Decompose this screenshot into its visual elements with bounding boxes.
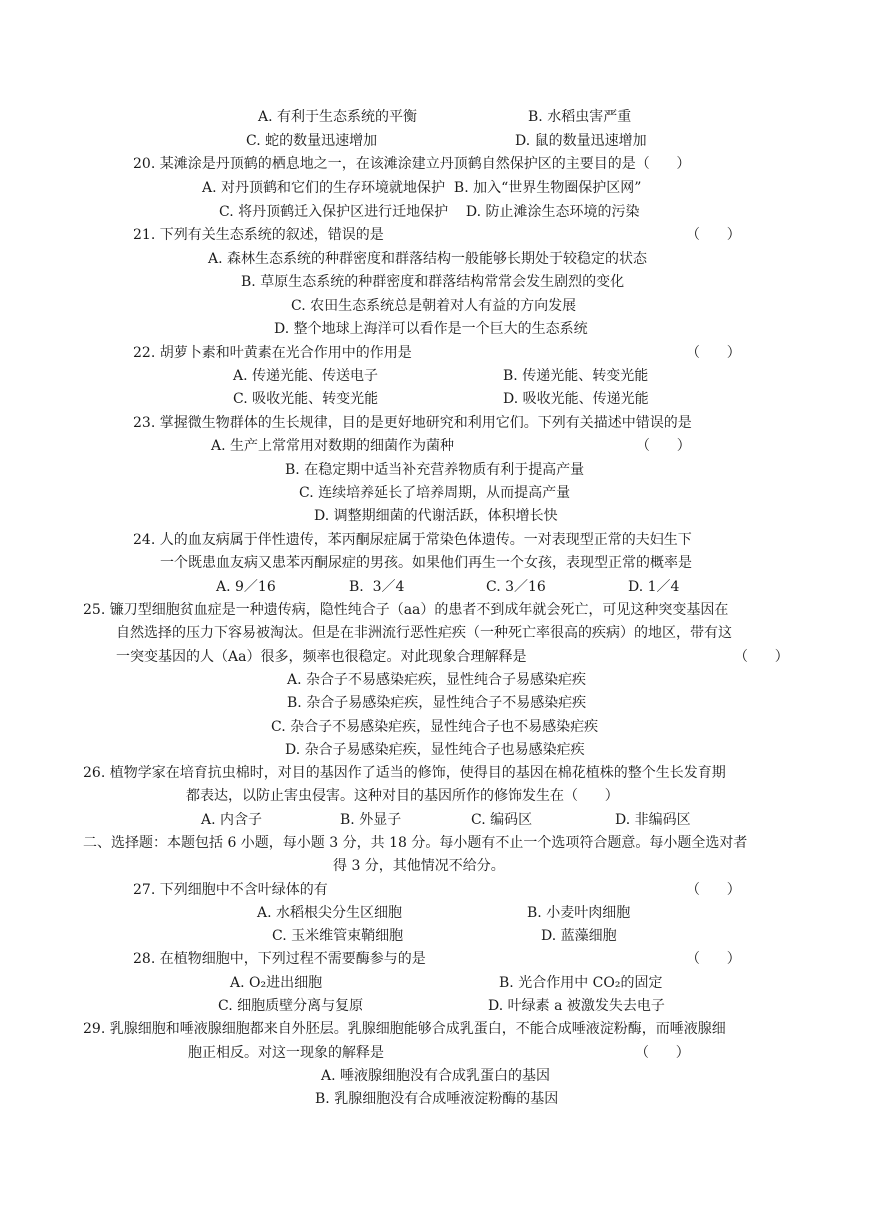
q23-stem: 23. 掌握微生物群体的生长规律，目的是更好地研究和利用它们。下列有关描述中错误的是 xyxy=(133,415,692,431)
q23-option-b: B. 在稳定期中适当补充营养物质有利于提高产量 xyxy=(285,462,585,478)
q28-option-d: D. 叶绿素 a 被激发失去电子 xyxy=(488,998,665,1014)
q29-stem-line1: 29. 乳腺细胞和唾液腺细胞都来自外胚层。乳腺细胞能够合成乳蛋白，不能合成唾液淀粉酶，而唾液腺细 xyxy=(83,1021,726,1037)
q24-option-d: D. 1／4 xyxy=(628,579,680,595)
q22-stem: 22. 胡萝卜素和叶黄素在光合作用中的作用是 xyxy=(133,345,412,361)
q21-option-c: C. 农田生态系统总是朝着对人有益的方向发展 xyxy=(291,298,577,314)
q21-option-d: D. 整个地球上海洋可以看作是一个巨大的生态系统 xyxy=(274,321,588,337)
q22-option-b: B. 传递光能、转变光能 xyxy=(503,368,649,384)
q29-option-a: A. 唾液腺细胞没有合成乳蛋白的基因 xyxy=(321,1068,551,1084)
q23-answer-bracket: （ ） xyxy=(636,438,691,454)
q27-option-a: A. 水稻根尖分生区细胞 xyxy=(257,905,403,921)
q23-option-a: A. 生产上常常用对数期的细菌作为菌种 xyxy=(211,438,455,454)
q24-stem-line2: 一个既患血友病又患苯丙酮尿症的男孩。如果他们再生一个女孩，表现型正常的概率是 xyxy=(160,555,692,571)
q19-option-a: A. 有利于生态系统的平衡 xyxy=(258,109,418,125)
q22-option-a: A. 传递光能、传送电子 xyxy=(233,368,379,384)
q23-option-d: D. 调整期细菌的代谢活跃，体积增长快 xyxy=(314,508,558,524)
q25-option-a: A. 杂合子不易感染疟疾，显性纯合子易感染疟疾 xyxy=(287,672,587,688)
section-2-heading-line1: 二、选择题：本题包括 6 小题，每小题 3 分，共 18 分。每小题有不止一个选项符合题意。每小题全选对者 xyxy=(83,835,748,851)
q22-option-d: D. 吸收光能、传递光能 xyxy=(503,391,649,407)
q26-option-c: C. 编码区 xyxy=(471,812,533,828)
section-2-heading-line2: 得 3 分，其他情况不给分。 xyxy=(333,858,505,874)
q24-option-b: B. 3／4 xyxy=(349,579,405,595)
q24-stem-line1: 24. 人的血友病属于伴性遗传，苯丙酮尿症属于常染色体遗传。一对表现型正常的夫妇生下 xyxy=(133,532,692,548)
q28-stem: 28. 在植物细胞中，下列过程不需要酶参与的是 xyxy=(133,951,426,967)
q27-option-d: D. 蓝藻细胞 xyxy=(541,928,617,944)
q25-stem-line2: 自然选择的压力下容易被淘汰。但是在非洲流行恶性疟疾（一种死亡率很高的疾病）的地区，带有这 xyxy=(116,625,732,641)
q25-stem-line1: 25. 镰刀型细胞贫血症是一种遗传病，隐性纯合子（aa）的患者不到成年就会死亡，可见这种突变基因在 xyxy=(83,602,729,618)
q28-option-a: A. O₂进出细胞 xyxy=(230,975,323,991)
q26-option-d: D. 非编码区 xyxy=(615,812,691,828)
q29-option-b: B. 乳腺细胞没有合成唾液淀粉酶的基因 xyxy=(315,1091,559,1107)
q21-option-b: B. 草原生态系统的种群密度和群落结构常常会发生剧烈的变化 xyxy=(241,274,625,290)
q22-option-c: C. 吸收光能、转变光能 xyxy=(233,391,379,407)
q27-answer-bracket: （ ） xyxy=(686,882,741,898)
q21-answer-bracket: （ ） xyxy=(686,227,741,243)
q28-option-b: B. 光合作用中 CO₂的固定 xyxy=(499,975,663,991)
q25-stem-line3: 一突变基因的人（Aa）很多，频率也很稳定。对此现象合理解释是 xyxy=(116,649,527,665)
q26-stem-line2: 都表达，以防止害虫侵害。这种对目的基因所作的修饰发生在（ ） xyxy=(186,788,619,804)
q29-stem-line2: 胞正相反。对这一现象的解释是 xyxy=(188,1045,384,1061)
q20-options-cd: C. 将丹顶鹤迁入保护区进行迁地保护 D. 防止滩涂生态环境的污染 xyxy=(219,204,640,220)
q21-stem: 21. 下列有关生态系统的叙述，错误的是 xyxy=(133,227,384,243)
q20-options-ab: A. 对丹顶鹤和它们的生存环境就地保护 B. 加入“世界生物圈保护区网” xyxy=(202,180,642,196)
q27-option-c: C. 玉米维管束鞘细胞 xyxy=(272,928,404,944)
q21-option-a: A. 森林生态系统的种群密度和群落结构一般能够长期处于较稳定的状态 xyxy=(208,251,648,267)
q26-stem-line1: 26. 植物学家在培育抗虫棉时，对目的基因作了适当的修饰，使得目的基因在棉花植株的整个生长发育期 xyxy=(83,765,726,781)
q26-option-a: A. 内含子 xyxy=(201,812,263,828)
q25-option-c: C. 杂合子不易感染疟疾，显性纯合子也不易感染疟疾 xyxy=(271,719,599,735)
q26-option-b: B. 外显子 xyxy=(340,812,402,828)
q19-option-c: C. 蛇的数量迅速增加 xyxy=(246,133,378,149)
q25-option-b: B. 杂合子易感染疟疾，显性纯合子不易感染疟疾 xyxy=(287,695,587,711)
q29-answer-bracket: （ ） xyxy=(635,1045,690,1061)
q25-answer-bracket: （ ） xyxy=(734,649,789,665)
q19-option-b: B. 水稻虫害严重 xyxy=(528,109,632,125)
q23-option-c: C. 连续培养延长了培养周期，从而提高产量 xyxy=(299,485,571,501)
q19-option-d: D. 鼠的数量迅速增加 xyxy=(515,133,647,149)
q20-stem: 20. 某滩涂是丹顶鹤的栖息地之一，在该滩涂建立丹顶鹤自然保护区的主要目的是（ ） xyxy=(133,156,691,172)
q24-option-c: C. 3／16 xyxy=(486,579,546,595)
q22-answer-bracket: （ ） xyxy=(686,345,741,361)
q28-option-c: C. 细胞质壁分离与复原 xyxy=(218,998,364,1014)
q27-stem: 27. 下列细胞中不含叶绿体的有 xyxy=(133,882,328,898)
q28-answer-bracket: （ ） xyxy=(686,951,741,967)
q25-option-d: D. 杂合子易感染疟疾，显性纯合子也易感染疟疾 xyxy=(285,742,585,758)
q24-option-a: A. 9／16 xyxy=(216,579,276,595)
q27-option-b: B. 小麦叶肉细胞 xyxy=(527,905,631,921)
